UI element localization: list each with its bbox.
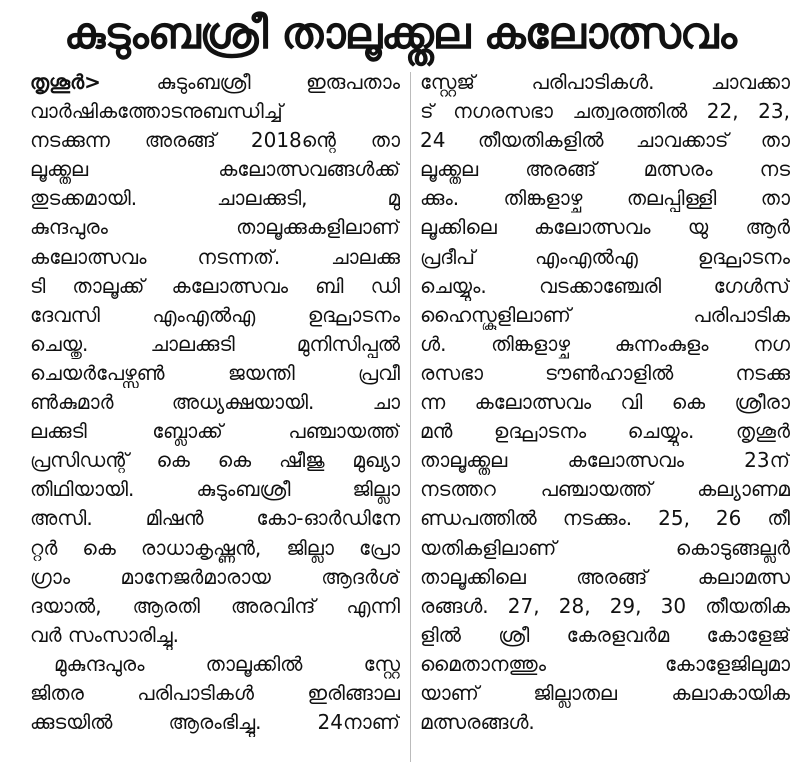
article-line: ന്ന കലോത്സവം വി കെ ശ്രീരാ (420, 390, 790, 415)
article-line: ചെയർപേഴ്സൺ ജയന്തി പ്രവീ (30, 360, 400, 385)
article-line: ചെയ്തു. ചാലക്കുടി മുനിസിപ്പൽ (30, 331, 400, 356)
article-line: ഹൈസ്കൂളിലാണ് പരിപാടിക (420, 302, 790, 327)
article-line: ഗ്രാം മാനേജർമാരായ ആദർശ് (30, 564, 400, 589)
article-line: താലൂക്കിലെ അരങ്ങ് കലാമത്സ (420, 564, 790, 589)
article-line: റ്റർ കെ രാധാകൃഷ്ണൻ, ജില്ലാ പ്രോ (30, 535, 400, 560)
article-line: മുകുന്ദപുരം താലൂക്കിൽ സ്റ്റേ (54, 651, 400, 676)
article-column-left (30, 68, 400, 737)
article-line: കലോത്സവം നടന്നത്. ചാലക്കു (30, 244, 400, 269)
article-line: അസി. മിഷൻ കോ-ഓർഡിനേ (30, 506, 400, 531)
article-line: പ്രസിഡന്റ് കെ കെ ഷീജു മുഖ്യാ (30, 448, 400, 473)
article-line: യതികളിലാണ് കൊടുങ്ങല്ലൂർ (420, 535, 790, 560)
article-line: ദയാൽ, ആരതി അരവിന്ദ് എന്നി (30, 593, 400, 618)
article-line: ൾ. തിങ്കളാഴ്ച കുന്നംകുളം നഗ (420, 331, 790, 356)
article-line: ലക്കുടി ബ്ലോക്ക് പഞ്ചായത്ത് (30, 419, 400, 444)
column-divider (410, 72, 411, 762)
article-line: പ്രദീപ് എംഎൽഎ ഉദ്ഘാടനം (420, 244, 790, 269)
article-line: വാർഷികത്തോടനുബന്ധിച്ച് (30, 99, 283, 124)
article-line: നടക്കുന്ന അരങ്ങ് 2018ന്റെ താ (30, 128, 400, 153)
article-line: മൻ ഉദ്ഘാടനം ചെയ്യും. തൃശൂർ (420, 419, 790, 444)
article-line: ചെയ്യും. വടക്കാഞ്ചേരി ഗേൾസ് (420, 273, 790, 298)
article-line: തിഥിയായി. കുടുംബശ്രീ ജില്ലാ (30, 477, 400, 502)
article-line: വർ സംസാരിച്ചു. (30, 622, 180, 647)
article-line: കുന്ദപുരം താലൂക്കുകളിലാണ് (30, 215, 400, 240)
article-line: ട് നഗരസഭാ ചത്വരത്തിൽ 22, 23, (420, 99, 790, 124)
article-line: ടി താലൂക്ക് കലോത്സവം ബി ഡി (30, 273, 400, 298)
article-line: മത്സരങ്ങൾ. (420, 710, 535, 735)
article-headline: കുടുംബശ്രീ താലൂക്ക്തല കലോത്സവം (64, 7, 736, 59)
article-line: ക്കുടയിൽ ആരംഭിച്ചു. 24നാണ് (30, 710, 400, 735)
article-line: സ്റ്റേജ് പരിപാടികൾ. ചാവക്കാ (420, 70, 790, 94)
article-line: യാണ് ജില്ലാതല കലാകായിക (420, 680, 790, 705)
dateline: തൃശൂർ> (30, 70, 101, 94)
article-line: ളിൽ ശ്രീ കേരളവർമ കോളേജ് (420, 622, 790, 647)
article-line: രസഭാ ടൗൺഹാളിൽ നടക്കു (420, 360, 790, 385)
article-line: തുടക്കമായി. ചാലക്കുടി, മു (30, 186, 400, 211)
article-line: ജിതര പരിപാടികൾ ഇരിങ്ങാല (30, 680, 400, 705)
article-line: താലൂക്ക്തല കലോത്സവം 23ന് (420, 448, 790, 473)
article-line: ണ്ഡപത്തിൽ നടക്കും. 25, 26 തീ (420, 506, 790, 531)
article-line: ലൂക്കിലെ കലോത്സവം യു ആർ (420, 215, 790, 240)
article-line: രങ്ങൾ. 27, 28, 29, 30 തീയതിക (420, 593, 790, 618)
article-line: ലൂക്ക്തല കലോത്സവങ്ങൾക്ക് (30, 157, 400, 182)
article-column-right (420, 68, 790, 737)
article-line: തൃശൂർ> കുടുംബശ്രീ ഇരുപതാം (30, 70, 400, 94)
article-body (30, 68, 790, 774)
article-line: മൈതാനത്തും കോളേജിലുമാ (420, 651, 790, 676)
article-line: ൺകുമാർ അധ്യക്ഷയായി. ചാ (30, 390, 400, 415)
article-line: ദേവസി എംഎൽഎ ഉദ്ഘാടനം (30, 302, 400, 327)
article-line: ക്കും. തിങ്കളാഴ്ച തലപ്പിള്ളി താ (420, 186, 790, 211)
article-line: 24 തീയതികളിൽ ചാവക്കാട് താ (420, 128, 790, 153)
article-line: ലൂക്ക്തല അരങ്ങ് മത്സരം നട (420, 157, 790, 182)
article-line: നടത്തറ പഞ്ചായത്ത് കല്യാണമ (420, 477, 790, 502)
